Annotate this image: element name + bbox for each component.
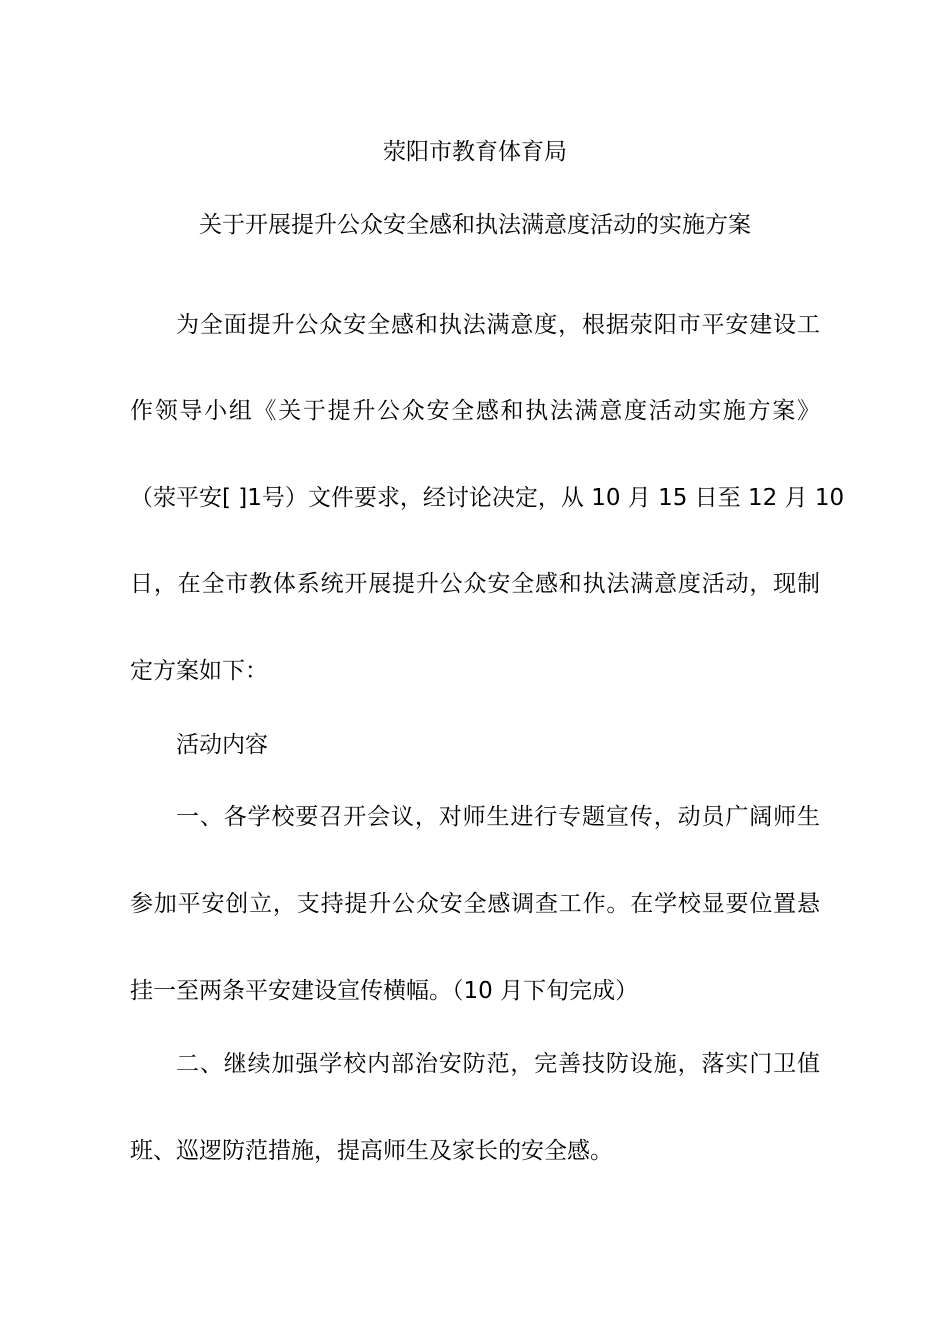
intro-line-2: 作领导小组《关于提升公众安全感和执法满意度活动实施方案》 [130,398,820,424]
intro-line-3: （荥平安[ ]1号）文件要求，经讨论决定，从 10 月 15 日至 12 月 10 [130,485,845,511]
document-issuer-title: 荥阳市教育体育局 [383,139,567,165]
item-1-line-1: 一、各学校要召开会议，对师生进行专题宣传，动员广阔师生 [176,804,820,830]
intro-line-5: 定方案如下： [130,658,268,684]
section-heading: 活动内容 [176,732,268,758]
item-2-line-2: 班、巡逻防范措施，提高师生及家长的安全感。 [130,1138,613,1164]
item-1-line-3: 挂一至两条平安建设宣传横幅。（10 月下旬完成） [130,978,639,1004]
item-2-line-1: 二、继续加强学校内部治安防范，完善技防设施，落实门卫值 [176,1051,820,1077]
intro-line-1: 为全面提升公众安全感和执法满意度，根据荥阳市平安建设工 [176,312,820,338]
document-main-title: 关于开展提升公众安全感和执法满意度活动的实施方案 [199,212,751,238]
item-1-line-2: 参加平安创立，支持提升公众安全感调查工作。在学校显要位置悬 [130,891,820,917]
intro-line-4: 日，在全市教体系统开展提升公众安全感和执法满意度活动，现制 [130,571,820,597]
